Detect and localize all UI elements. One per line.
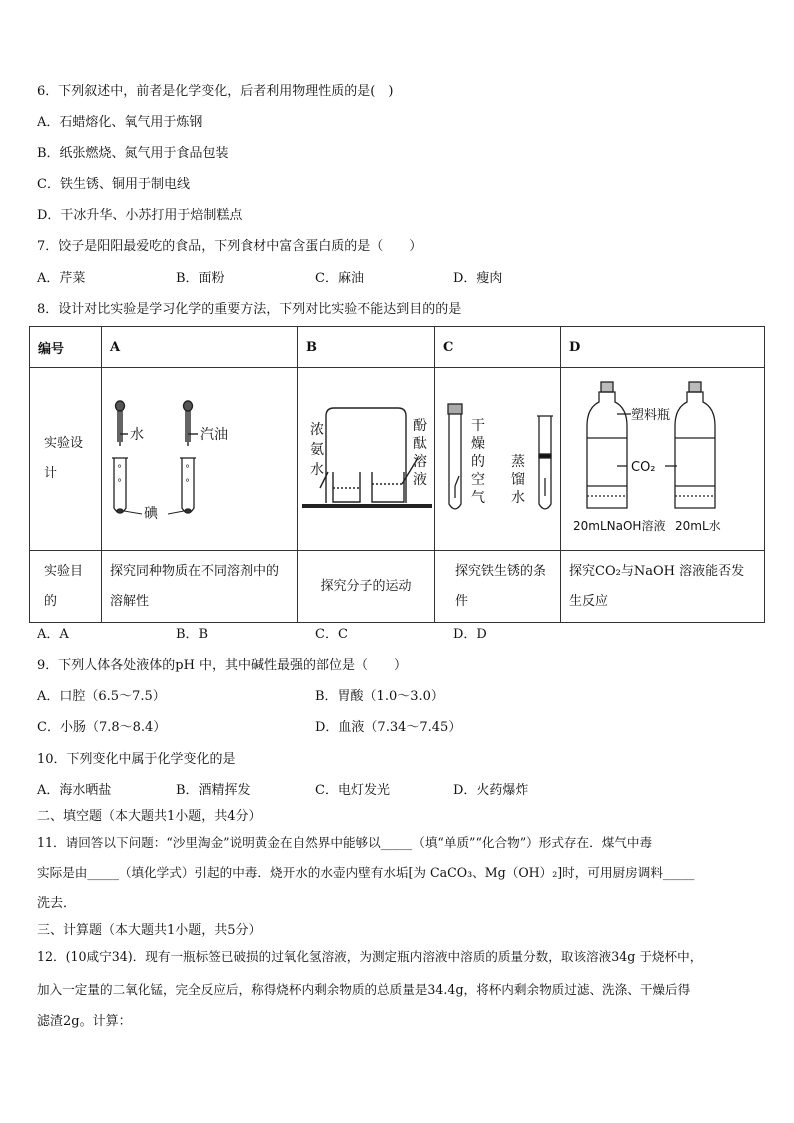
section-3-heading: 三、计算题（本大题共1小题，共5分） (37, 923, 262, 938)
question-8-option-b: B．B (176, 627, 209, 642)
figure-a-cell (102, 368, 298, 551)
table-header-d: D (561, 327, 765, 368)
svg-text:燥: 燥 (471, 436, 485, 452)
svg-text:浓: 浓 (310, 422, 324, 438)
svg-text:酞: 酞 (413, 436, 427, 452)
purpose-c-cell (435, 551, 561, 623)
question-7-option-a: A．芹菜 (37, 271, 86, 286)
label-naoh: 20mLNaOH溶液 (573, 519, 666, 533)
question-7-stem: 7．饺子是阳阳最爱吃的食品，下列食材中富含蛋白质的是（ ） (37, 239, 423, 254)
question-6-option-a: A．石蜡熔化、氧气用于炼钢 (37, 115, 203, 130)
design-label: 实验设计 (44, 436, 84, 481)
svg-text:馏: 馏 (511, 472, 525, 488)
table-header-c: C (435, 327, 561, 368)
svg-text:水: 水 (310, 462, 324, 478)
question-6-option-d: D．干冰升华、小苏打用于焙制糕点 (37, 208, 243, 223)
question-8-option-a: A．A (37, 627, 69, 642)
figure-d-plastic-bottles (561, 368, 765, 546)
question-11-line-1: 11．请回答以下问题：“沙里淘金”说明黄金在自然界中能够以_____（填“单质”“化合物”）形式存在．煤气中毒 (37, 835, 653, 850)
figure-a-test-tubes (102, 368, 298, 546)
svg-text:空: 空 (471, 472, 485, 488)
question-7-option-c: C．麻油 (315, 271, 364, 286)
experiment-table (29, 326, 765, 623)
question-10-option-a: A．海水晒盐 (37, 783, 112, 798)
question-7-option-d: D．瘦肉 (453, 271, 503, 286)
purpose-a: 探究同种物质在不同溶剂中的溶解性 (110, 563, 280, 609)
label-water-20ml: 20mL水 (675, 519, 721, 533)
purpose-label: 实验目的 (44, 563, 84, 609)
question-9-option-b: B．胃酸（1.0～3.0） (315, 689, 444, 704)
design-label-cell (30, 368, 102, 551)
svg-text:气: 气 (471, 490, 485, 506)
question-9-option-d: D．血液（7.34～7.45） (315, 720, 462, 735)
question-11-line-2: 实际是由_____（填化学式）引起的中毒．烧开水的水壶内壁有水垢[为 CaCO₃、Mg（OH）₂]时，可用厨房调料_____ (37, 865, 695, 880)
figure-b-beakers (298, 368, 435, 546)
table-header-a: A (102, 327, 298, 368)
svg-text:°: ° (185, 464, 190, 475)
purpose-a-cell (102, 551, 298, 623)
table-header-number: 编号 (30, 327, 102, 368)
label-gasoline: 汽油 (200, 427, 228, 443)
svg-text:°: ° (185, 478, 190, 489)
purpose-c: 探究铁生锈的条件 (455, 563, 547, 609)
label-co2: CO₂ (631, 460, 656, 475)
figure-b-cell (298, 368, 435, 551)
svg-text:液: 液 (413, 472, 427, 488)
base-plate (302, 504, 432, 508)
question-9-option-a: A．口腔（6.5～7.5） (37, 689, 166, 704)
purpose-label-cell (30, 551, 102, 623)
question-8-option-c: C．C (315, 627, 348, 642)
question-10-option-c: C．电灯发光 (315, 783, 390, 798)
question-6-option-b: B．纸张燃烧、氮气用于食品包装 (37, 146, 229, 161)
question-12-line-3: 滤渣2g。计算： (37, 1014, 132, 1029)
question-12-line-1: 12．(10咸宁34)．现有一瓶标签已破损的过氧化氢溶液，为测定瓶内溶液中溶质的质量分数，取该溶液34g 于烧杯中， (37, 949, 703, 964)
svg-text:干: 干 (471, 418, 485, 434)
svg-text:°: ° (117, 478, 122, 489)
label-plastic-bottle: 塑料瓶 (631, 408, 671, 423)
question-10-stem: 10．下列变化中属于化学变化的是 (37, 752, 236, 767)
svg-text:的: 的 (471, 454, 485, 470)
svg-text:氨: 氨 (310, 442, 324, 458)
purpose-b: 探究分子的运动 (320, 578, 412, 594)
purpose-d: 探究CO₂与NaOH 溶液能否发生反应 (569, 563, 745, 609)
svg-text:°: ° (117, 464, 122, 475)
figure-d-cell (561, 368, 765, 551)
figure-c-cell (435, 368, 561, 551)
label-water: 水 (130, 427, 144, 443)
label-iodine: 碘 (144, 506, 158, 522)
question-12-line-2: 加入一定量的二氧化锰，完全反应后，称得烧杯内剩余物质的总质量是34.4g，将杯内剩余物质过滤、洗涤、干燥后得 (37, 982, 691, 997)
question-6-stem: 6．下列叙述中，前者是化学变化，后者利用物理性质的是( ) (37, 84, 394, 99)
purpose-b-cell (298, 551, 435, 623)
svg-text:水: 水 (511, 490, 525, 506)
svg-text:溶: 溶 (413, 454, 427, 470)
question-10-option-b: B．酒精挥发 (176, 783, 251, 798)
question-7-option-b: B．面粉 (176, 271, 225, 286)
question-8-stem: 8．设计对比实验是学习化学的重要方法，下列对比实验不能达到目的的是 (37, 302, 462, 317)
question-10-option-d: D．火药爆炸 (453, 783, 529, 798)
svg-text:酚: 酚 (413, 418, 427, 434)
question-8-option-d: D．D (453, 627, 487, 642)
section-2-heading: 二、填空题（本大题共1小题，共4分） (37, 809, 262, 824)
figure-c-iron-rust (435, 368, 561, 546)
purpose-d-cell (561, 551, 765, 623)
question-11-line-3: 洗去． (37, 896, 77, 911)
table-header-b: B (298, 327, 435, 368)
question-9-option-c: C．小肠（7.8～8.4） (37, 720, 167, 735)
question-6-option-c: C．铁生锈、铜用于制电线 (37, 177, 190, 192)
svg-text:蒸: 蒸 (511, 454, 525, 470)
question-9-stem: 9．下列人体各处液体的pH 中，其中碱性最强的部位是（ ） (37, 658, 408, 673)
